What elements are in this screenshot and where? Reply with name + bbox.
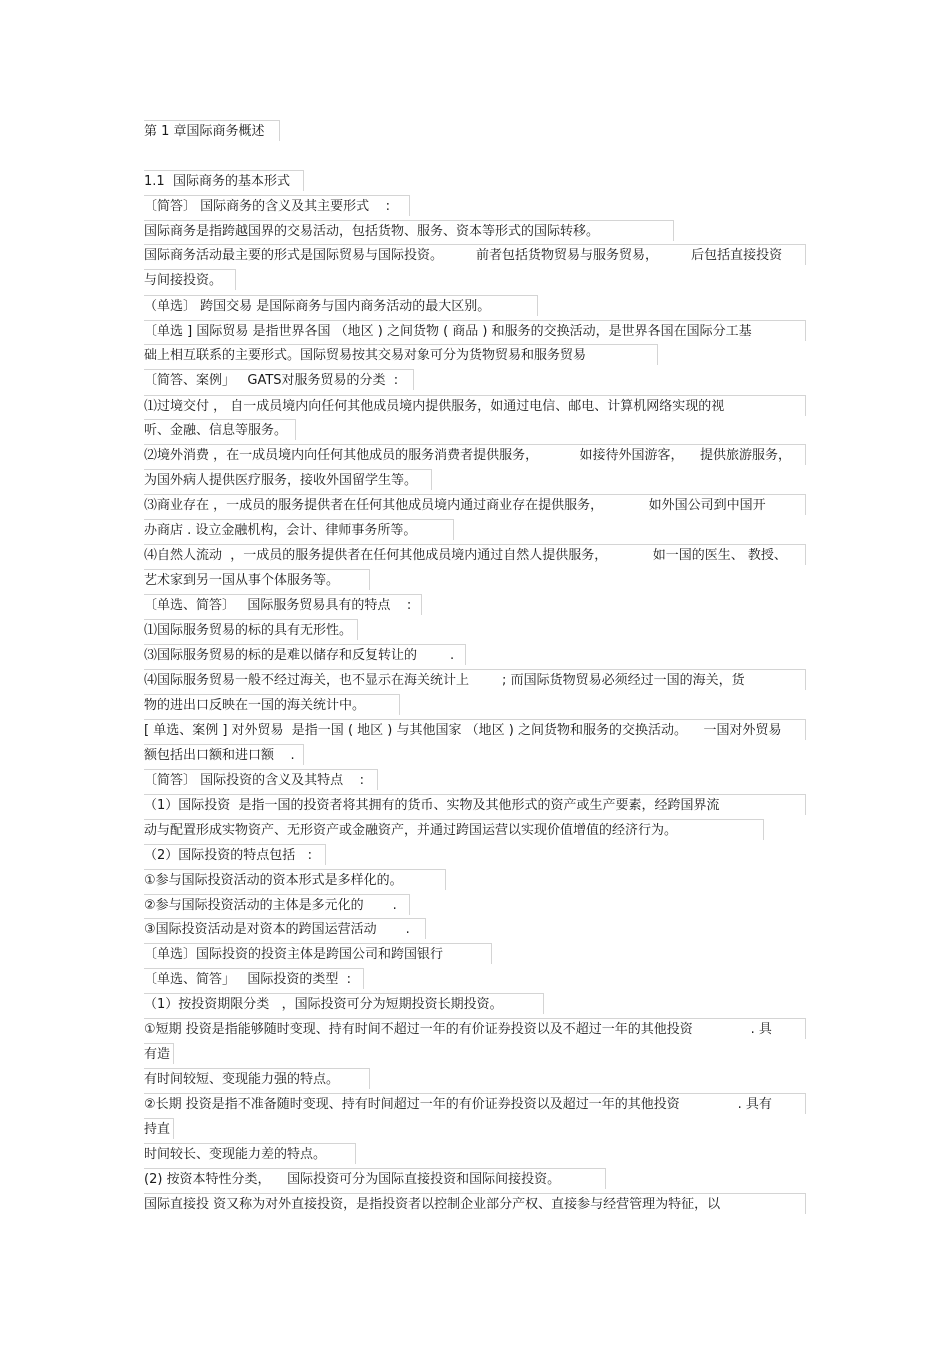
text-line: 办商店 . 设立金融机构，会计、律师事务所等。 (144, 519, 454, 540)
text-line: （单选〕 跨国交易 是国际商务与国内商务活动的最大区别。 (144, 295, 538, 316)
text-line: ⑶商业存在 ，一成员的服务提供者在任何其他成员境内通过商业存在提供服务， 如外国公司到中国开 (144, 494, 806, 515)
text-line: 〔简答〕 国际投资的含义及其特点 : (144, 769, 378, 790)
chapter-title: 第 1 章国际商务概述 (144, 120, 280, 141)
text-line: 国际商务活动最主要的形式是国际贸易与国际投资。 前者包括货物贸易与服务贸易， 后包括直接投资 (144, 244, 806, 265)
text-line: 物的进出口反映在一国的海关统计中。 (144, 694, 400, 715)
text-line: ⑴国际服务贸易的标的具有无形性。 (144, 619, 358, 640)
text-line: 〔单选〕国际投资的投资主体是跨国公司和跨国银行 (144, 943, 492, 964)
text-line: 国际直接投 资又称为对外直接投资，是指投资者以控制企业部分产权、直接参与经营管理为特征，以 (144, 1193, 806, 1214)
text-line: ⑶国际服务贸易的标的是难以储存和反复转让的 . (144, 644, 466, 665)
text-line: （1）国际投资 是指一国的投资者将其拥有的货币、实物及其他形式的资产或生产要素，经跨国界流 (144, 794, 806, 815)
text-line: ⑷自然人流动 ，一成员的服务提供者在任何其他成员境内通过自然人提供服务， 如一国的医生、 教授、 (144, 544, 806, 565)
text-line: 〔单选、简答」 国际投资的类型 : (144, 968, 364, 989)
text-line: 额包括出口额和进口额 . (144, 744, 304, 765)
text-line: 〔单选、简答〕 国际服务贸易具有的特点 : (144, 594, 422, 615)
text-line: （1）按投资期限分类 ，国际投资可分为短期投资长期投资。 (144, 993, 544, 1014)
text-line: 为国外病人提供医疗服务，接收外国留学生等。 (144, 469, 432, 490)
text-line: ①短期 投资是指能够随时变现、持有时间不超过一年的有价证券投资以及不超过一年的其他投资 . 具 (144, 1018, 806, 1039)
text-line: 有时间较短、变现能力强的特点。 (144, 1068, 370, 1089)
text-line: ①参与国际投资活动的资本形式是多样化的。 (144, 869, 446, 890)
text-line: (2) 按资本特性分类， 国际投资可分为国际直接投资和国际间接投资。 (144, 1168, 606, 1189)
text-line: ②长期 投资是指不准备随时变现、持有时间超过一年的有价证券投资以及超过一年的其他投资 . 具有 (144, 1093, 806, 1114)
text-line: 础上相互联系的主要形式。国际贸易按其交易对象可分为货物贸易和服务贸易 (144, 344, 658, 365)
text-line: ⑷国际服务贸易一般不经过海关，也不显示在海关统计上 ; 而国际货物贸易必须经过一国的海关，货 (144, 669, 806, 690)
text-line: ③国际投资活动是对资本的跨国运营活动 . (144, 918, 426, 939)
text-line: 听、金融、信息等服务。 (144, 419, 296, 440)
text-line: 国际商务是指跨越国界的交易活动，包括货物、服务、资本等形式的国际转移。 (144, 220, 674, 241)
text-line: 时间较长、变现能力差的特点。 (144, 1143, 356, 1164)
text-line: [ 单选、案例 ] 对外贸易 是指一国 ( 地区 ) 与其他国家 （地区 ) 之间货物和服务的交换活动。 一国对外贸易 (144, 719, 806, 740)
text-line: 有造 (144, 1043, 174, 1064)
text-line: 〔简答、案例」 GATS对服务贸易的分类 : (144, 369, 414, 390)
text-line: （2）国际投资的特点包括 : (144, 844, 326, 865)
text-line: 持直 (144, 1118, 174, 1139)
text-line: ⑴过境交付 ， 自一成员境内向任何其他成员境内提供服务，如通过电信、邮电、计算机网络实现的视 (144, 395, 806, 416)
text-line: ②参与国际投资活动的主体是多元化的 . (144, 894, 410, 915)
text-line: 〔简答〕 国际商务的含义及其主要形式 : (144, 195, 410, 216)
text-line: 〔单选 ] 国际贸易 是指世界各国 （地区 ) 之间货物 ( 商品 ) 和服务的交换活动，是世界各国在国际分工基 (144, 320, 806, 341)
text-line: ⑵境外消费 ，在一成员境内向任何其他成员的服务消费者提供服务， 如接待外国游客， 提供旅游服务， (144, 444, 806, 465)
text-line: 动与配置形成实物资产、无形资产或金融资产，并通过跨国运营以实现价值增值的经济行为。 (144, 819, 764, 840)
section-title: 1.1 国际商务的基本形式 (144, 170, 304, 191)
text-line: 艺术家到另一国从事个体服务等。 (144, 569, 370, 590)
text-line: 与间接投资。 (144, 269, 236, 290)
